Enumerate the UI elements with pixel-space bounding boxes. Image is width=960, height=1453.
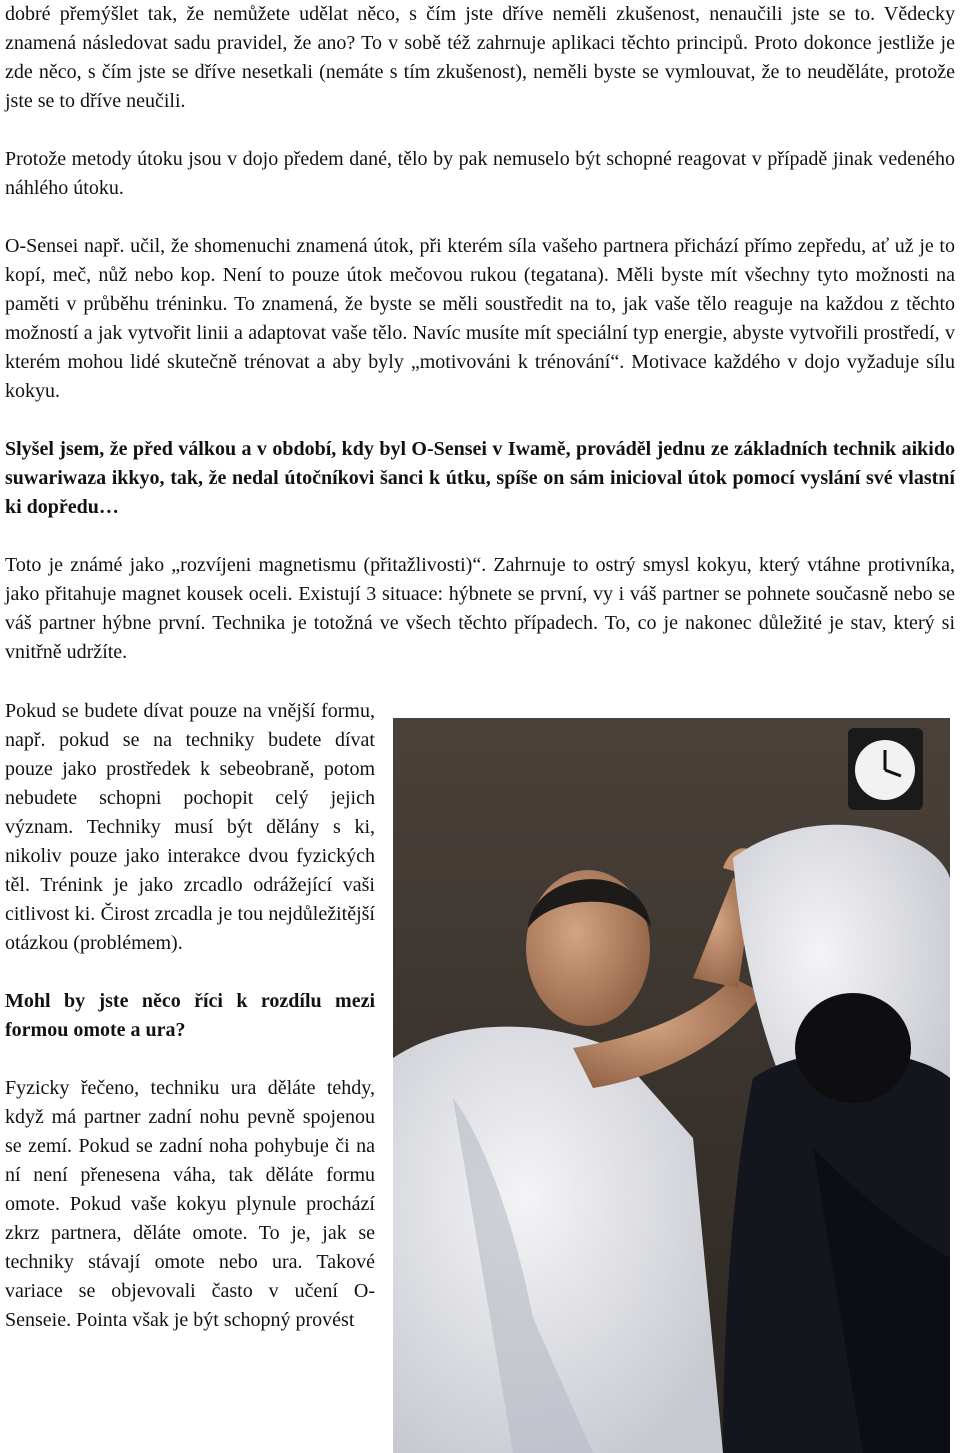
text-with-photo-section [5,697,955,1453]
paragraph-2: Protože metody útoku jsou v dojo předem dané, tělo by pak nemuselo být schopné reagovat v případě jinak vedeného náhlého útoku. [5,148,955,199]
paragraph-3: O-Sensei např. učil, že shomenuchi znamená útok, při kterém síla vašeho partnera přichází přímo zepředu, ať už je to kopí, meč, nůž nebo kop. Není to pouze útok mečovou rukou (tegatana). Měli byste mít všechny tyto možnosti na paměti v průběhu tréninku. To znamená, že byste se měli soustředit na to, jak vaše tělo reaguje na každou z těchto možností a jak vytvořit linii a adaptovat vaše tělo. Navíc musíte mít speciální typ energie, abyste vytvořili prostředí, v kterém mohou lidé skutečně trénovat a aby byly „motivováni k trénování“. Motivace každého v dojo vyžaduje sílu kokyu. [5,235,955,402]
paragraph-5: Toto je známé jako „rozvíjeni magnetismu (přitažlivosti)“. Zahrnuje to ostrý smysl kokyu, který vtáhne protivníka, jako přitahuje magnet kousek oceli. Existují 3 situace: hýbnete se první, vy i váš partner se pohnete současně nebo se váš partner hýbne první. Technika je totožná ve všech těchto případech. To, co je nakonec důležité je stav, který si vnitřně udržíte. [5,554,955,663]
paragraph-1: dobré přemýšlet tak, že nemůžete udělat něco, s čím jste dříve neměli zkušenost, nenaučili jste se to. Vědecky znamená následovat sadu pravidel, že ano? To v sobě též zahrnuje aplikaci těchto principů. Proto dokonce jestliže je zde něco, s čím jste se dříve nesetkali (nemáte s tím zkušenost), neměli byste se vymlouvat, že to neuděláte, protože jste se to dříve neučili. [5,3,955,112]
paragraph-7: Fyzicky řečeno, techniku ura děláte tehdy, když má partner zadní nohu pevně spojenou se zemí. Pokud se zadní noha pohybuje či na ní není přenesena váha, tak děláte formu omote. Pokud vaše kokyu plynule prochází zkrz partnera, děláte omote. To je, jak se techniky stávají omote nebo ura. Takové variace se objevovali často v učení O-Senseie. Pointa však je být schopný provést [5,1077,375,1331]
paragraph-4-bold: Slyšel jsem, že před válkou a v období, kdy byl O-Sensei v Iwamě, prováděl jednu ze základních technik aikido suwariwaza ikkyo, tak, že nedal útočníkovi šanci k útku, spíše on sám inicioval útok pomocí vyslání své vlastní ki dopředu… [5,438,955,518]
aikido-photo [393,718,950,1453]
question-heading: Mohl by jste něco říci k rozdílu mezi formou omote a ura? [5,990,375,1041]
paragraph-6: Pokud se budete dívat pouze na vnější formu, např. pokud se na techniky budete dívat pouze jako prostředek k sebeobraně, potom nebudete schopni pochopit celý jejich význam. Techniky musí být dělány s ki, nikoliv pouze jako interakce dvou fyzických těl. Trénink je jako zrcadlo odrážející vaši citlivost ki. Čirost zrcadla je tou nejdůležitější otázkou (problémem). [5,700,375,954]
document-page [5,0,955,667]
aikido-photo-illustration [393,718,950,1453]
left-text-column [5,697,375,1335]
clock-icon [848,728,923,810]
